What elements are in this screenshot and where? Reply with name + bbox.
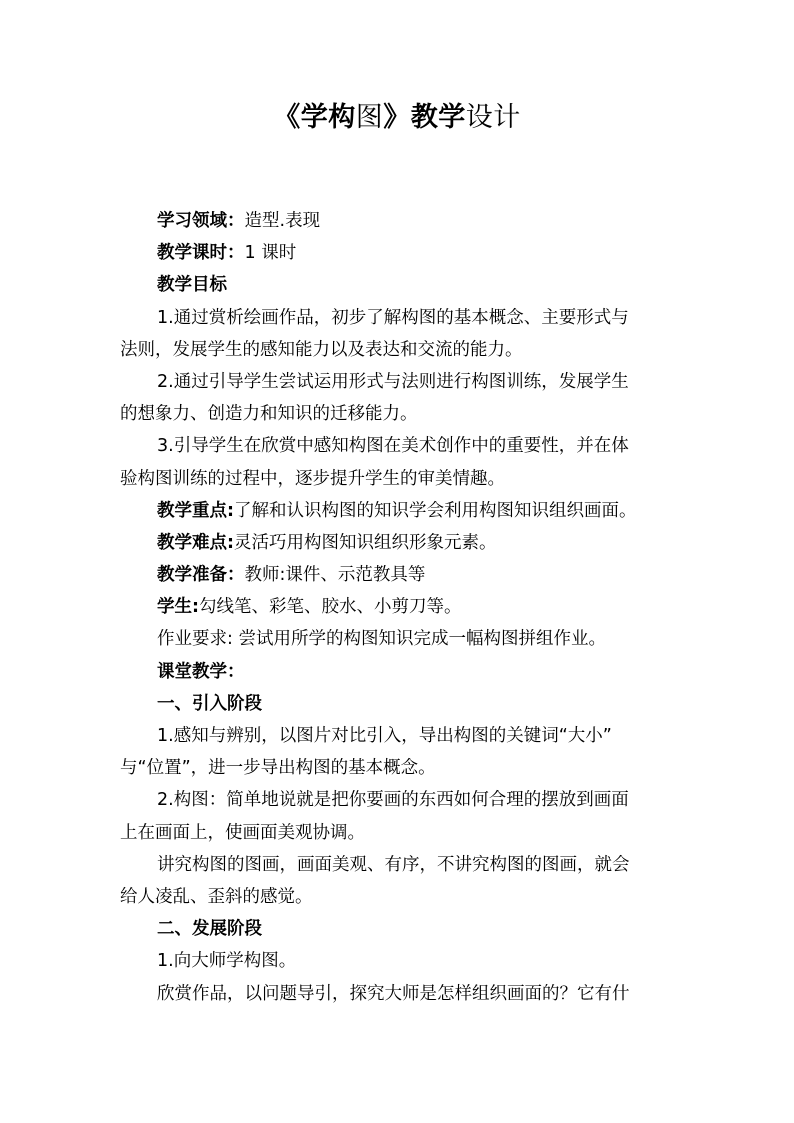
objective-1-line-2: 法则，发展学生的感知能力以及表达和交流的能力。 [120, 339, 523, 360]
objective-3-line-2: 验构图训练的过程中，逐步提升学生的审美情趣。 [120, 468, 505, 489]
section-1-para-line-2: 给人凌乱、歪斜的感觉。 [120, 886, 313, 907]
objective-1-line-1: 1.通过赏析绘画作品，初步了解构图的基本概念、主要形式与 [157, 307, 629, 328]
section-1-item-2-line-1: 2.构图：简单地说就是把你要画的东西如何合理的摆放到画面 [157, 790, 629, 811]
key-points-text: 了解和认识构图的知识学会利用构图知识组织画面。 [234, 500, 637, 521]
difficulties-text: 灵活巧用构图知识组织形象元素。 [234, 532, 497, 553]
title-part-1: 《学构 [273, 102, 356, 133]
objectives-heading: 教学目标 [157, 275, 227, 296]
learning-domain-label: 学习领域： [157, 211, 245, 231]
students-line [120, 591, 680, 623]
classroom-teaching-heading: 课堂教学： [157, 661, 245, 682]
section-2-para-line-1: 欣赏作品，以问题导引，探究大师是怎样组织画面的？它有什 [157, 983, 630, 1004]
objective-2-line-1: 2.通过引导学生尝试运用形式与法则进行构图训练，发展学生 [157, 371, 629, 392]
title-part-4: 设计 [465, 102, 521, 133]
preparation-text: 教师:课件、示范教具等 [244, 565, 426, 586]
class-hours-line [120, 237, 680, 269]
class-hours-label: 教学课时： [157, 243, 245, 264]
difficulties-line [120, 527, 680, 559]
title-part-2: 图 [355, 102, 384, 133]
section-1-para-line-1: 讲究构图的图画，画面美观、有序，不讲究构图的图画，就会 [157, 854, 630, 875]
preparation-label: 教学准备： [157, 565, 245, 586]
key-points-label: 教学重点: [157, 500, 234, 521]
section-1-item-1-line-1: 1.感知与辨别，以图片对比引入，导出构图的关键词“大小” [157, 726, 612, 746]
key-points-line [120, 495, 680, 527]
homework-line: 作业要求: 尝试用所学的构图知识完成一幅构图拼组作业。 [157, 629, 606, 650]
section-2-heading: 二、发展阶段 [157, 919, 262, 940]
learning-domain-value: 造型.表现 [244, 211, 321, 231]
document-title [0, 98, 794, 138]
section-1-item-1-line-2: 与“位置”，进一步导出构图的基本概念。 [120, 758, 436, 779]
students-label: 学生: [157, 597, 199, 618]
section-1-item-2-line-2: 上在画面上，使画面美观协调。 [120, 822, 365, 843]
difficulties-label: 教学难点: [157, 532, 234, 553]
objective-2-line-2: 的想象力、创造力和知识的迁移能力。 [120, 404, 418, 425]
section-2-item-1: 1.向大师学构图。 [157, 951, 297, 972]
preparation-line [120, 559, 680, 591]
class-hours-value: 1 课时 [244, 243, 297, 264]
title-part-3: 》教学 [383, 102, 466, 133]
students-text: 勾线笔、彩笔、胶水、小剪刀等。 [199, 597, 462, 618]
learning-domain-line [120, 205, 680, 237]
document-body [120, 205, 680, 1010]
objective-3-line-1: 3.引导学生在欣赏中感知构图在美术创作中的重要性，并在体 [157, 436, 629, 457]
section-1-heading: 一、引入阶段 [157, 693, 262, 714]
